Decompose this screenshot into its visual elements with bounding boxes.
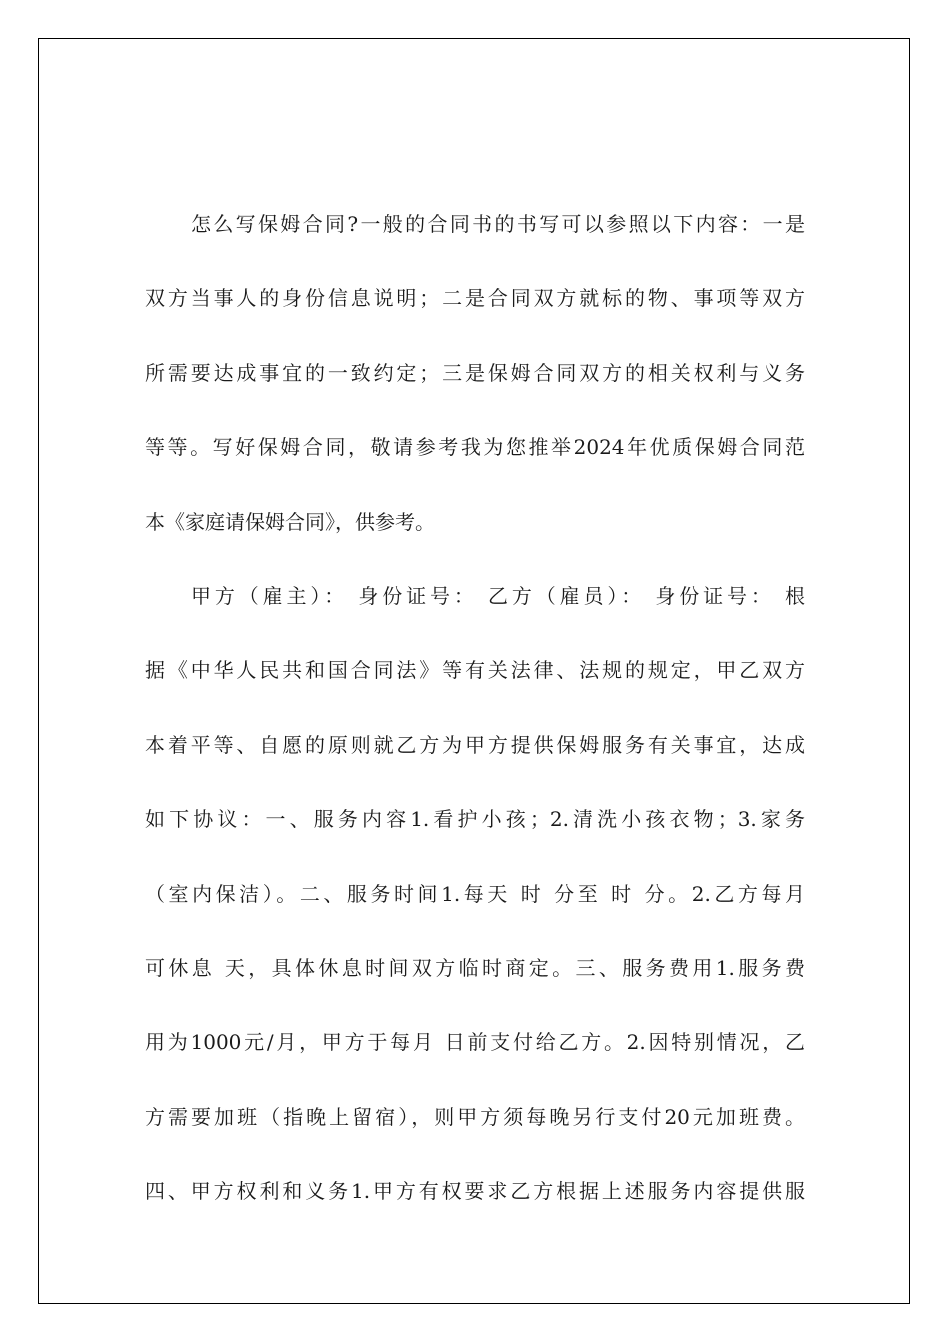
text-line: 等等。写好保姆合同，敬请参考我为您推举2024年优质保姆合同范 — [145, 435, 805, 460]
paragraph-contract — [145, 559, 805, 1229]
text-line: 据《中华人民共和国合同法》等有关法律、法规的规定，甲乙双方 — [145, 658, 805, 683]
text-line: 用为1000元/月，甲方于每月 日前支付给乙方。2.因特别情况，乙 — [145, 1030, 805, 1055]
text-line: 如下协议：一、服务内容1.看护小孩；2.清洗小孩衣物；3.家务 — [145, 807, 805, 832]
text-line: 四、甲方权利和义务1.甲方有权要求乙方根据上述服务内容提供服 — [145, 1179, 805, 1204]
text-line: 本《家庭请保姆合同》，供参考。 — [145, 509, 435, 534]
text-line: 双方当事人的身份信息说明；二是合同双方就标的物、事项等双方 — [145, 286, 805, 311]
paragraph-intro — [145, 187, 805, 559]
text-line: 怎么写保姆合同?一般的合同书的书写可以参照以下内容：一是 — [191, 212, 805, 236]
text-line: 本着平等、自愿的原则就乙方为甲方提供保姆服务有关事宜，达成 — [145, 732, 805, 757]
text-line: （室内保洁）。二、服务时间1.每天 时 分至 时 分。2.乙方每月 — [145, 881, 805, 906]
text-line: 可休息 天，具体休息时间双方临时商定。三、服务费用1.服务费 — [145, 955, 805, 980]
document-body — [145, 187, 805, 1228]
text-line: 甲方（雇主）： 身份证号： 乙方（雇员）： 身份证号： 根 — [191, 583, 805, 608]
text-line: 方需要加班（指晚上留宿），则甲方须每晚另行支付20元加班费。 — [145, 1104, 805, 1129]
text-line: 所需要达成事宜的一致约定；三是保姆合同双方的相关权利与义务 — [145, 360, 805, 385]
